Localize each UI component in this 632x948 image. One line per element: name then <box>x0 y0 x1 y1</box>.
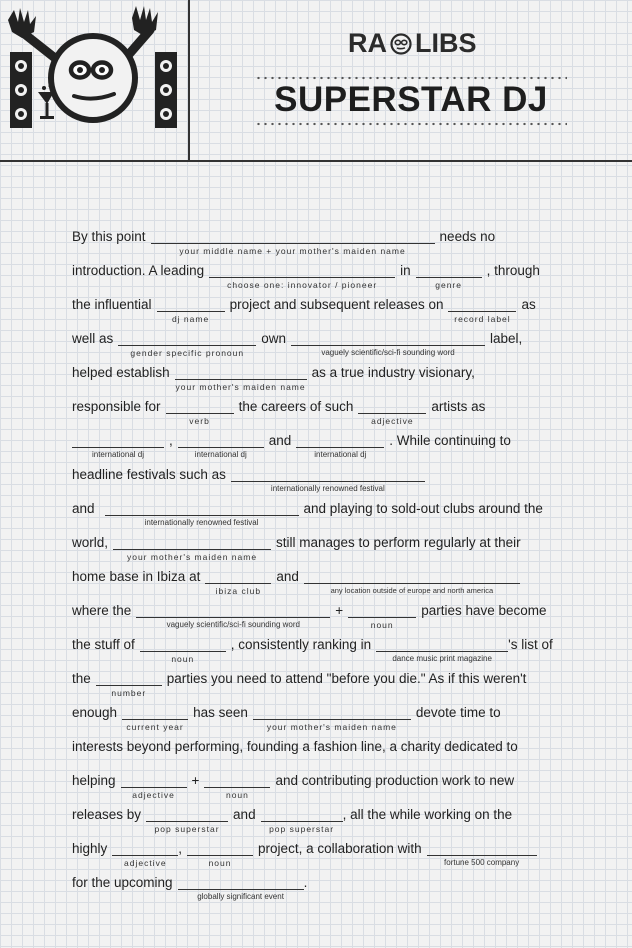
blank-hint: international dj <box>314 450 367 459</box>
story-text: as <box>521 297 536 312</box>
blank-hint: noun <box>171 654 195 664</box>
blank-hint: current year <box>126 722 184 732</box>
brand-left-text: RA <box>348 28 387 58</box>
story-line-18 <box>72 806 512 840</box>
blank-hint: genre <box>435 280 462 290</box>
blank-hint: your mother's maiden name <box>175 382 306 392</box>
story-line-8 <box>72 466 430 500</box>
story-text: home base in Ibiza at <box>72 569 201 584</box>
story-text: helping <box>72 773 116 788</box>
story-line-7 <box>72 432 511 466</box>
fill-in-blank[interactable] <box>121 772 187 800</box>
blank-hint: fortune 500 company <box>444 858 520 867</box>
story-text: + <box>191 773 200 788</box>
blank-hint: international dj <box>91 450 145 459</box>
fill-in-blank[interactable] <box>146 806 228 834</box>
story-text: highly <box>72 841 108 856</box>
story-text: project and subsequent releases on <box>229 297 444 312</box>
story-text: project, a collaboration with <box>258 841 422 856</box>
story-line-15 <box>72 704 501 738</box>
story-line-20 <box>72 874 307 908</box>
story-text: By this point <box>72 229 146 244</box>
logo-panel <box>0 0 190 160</box>
blank-hint: vaguely scientific/sci-fi sounding word <box>166 620 300 629</box>
fill-in-blank[interactable] <box>205 568 271 596</box>
story-text: parties you need to attend "before you die." As if this weren't <box>166 671 527 686</box>
fill-in-blank[interactable] <box>448 296 516 324</box>
ra-face-icon <box>390 33 412 55</box>
story-line-5 <box>72 364 475 398</box>
dj-mascot-icon <box>0 0 188 160</box>
story-text: and <box>276 569 299 584</box>
fill-in-blank[interactable] <box>166 398 234 426</box>
story-text: , consistently ranking in <box>230 637 372 652</box>
blank-hint: dance music print magazine <box>392 654 492 663</box>
story-line-19 <box>72 840 542 874</box>
blank-hint: your middle name + your mother's maiden name <box>179 246 406 256</box>
story-text: world, <box>72 535 109 550</box>
story-text: 's list of <box>508 637 553 652</box>
story-text: . While continuing to <box>389 433 511 448</box>
blank-hint: globally significant event <box>197 892 284 901</box>
blank-hint: adjective <box>132 790 175 800</box>
story-text: own <box>261 331 287 346</box>
story-text: and contributing production work to new <box>275 773 515 788</box>
story-text: the stuff of <box>72 637 135 652</box>
fill-in-blank[interactable] <box>291 330 485 358</box>
blank-hint: pop superstar <box>154 824 220 834</box>
story-text: artists as <box>431 399 486 414</box>
blank-hint: dj name <box>171 314 210 324</box>
story-line-1 <box>72 228 495 262</box>
fill-in-blank[interactable] <box>113 534 271 562</box>
story-text: , through <box>486 263 540 278</box>
story-text: interests beyond performing, founding a fashion line, a charity dedicated to <box>72 739 518 754</box>
blank-hint: vaguely scientific/sci-fi sounding word <box>321 348 455 357</box>
fill-in-blank[interactable] <box>151 228 435 256</box>
fill-in-blank[interactable] <box>136 602 330 630</box>
blank-hint: adjective <box>124 858 167 868</box>
fill-in-blank[interactable] <box>209 262 395 290</box>
fill-in-blank[interactable] <box>204 772 270 800</box>
blank-hint: record label <box>454 314 511 324</box>
fill-in-blank[interactable] <box>122 704 188 732</box>
blank-hint: ibiza club <box>215 586 262 596</box>
fill-in-blank[interactable] <box>72 432 164 460</box>
blank-hint: internationally renowned festival <box>270 484 385 493</box>
fill-in-blank[interactable] <box>304 568 520 596</box>
story-text: , <box>178 841 183 856</box>
fill-in-blank[interactable] <box>296 432 384 460</box>
blank-hint: noun <box>208 858 232 868</box>
story-line-9 <box>72 500 543 534</box>
blank-hint: international dj <box>194 450 247 459</box>
fill-in-blank[interactable] <box>178 874 304 902</box>
blank-hint: any location outside of europe and north america <box>330 586 494 595</box>
story-text: as a true industry visionary, <box>311 365 475 380</box>
blank-hint: adjective <box>371 416 414 426</box>
story-text: , <box>169 433 173 448</box>
story-text: devote time to <box>415 705 501 720</box>
story-text: . <box>303 875 308 890</box>
blank-hint: gender specific pronoun <box>130 348 245 358</box>
story-line-3 <box>72 296 536 330</box>
header <box>0 0 632 162</box>
story-text: for the upcoming <box>72 875 173 890</box>
blank-hint: choose one: innovator / pioneer <box>227 280 378 290</box>
story-text: label, <box>490 331 523 346</box>
blank-hint: pop superstar <box>269 824 335 834</box>
fill-in-blank[interactable] <box>105 500 299 528</box>
story-text: and <box>72 501 95 516</box>
story-text: responsible for <box>72 399 161 414</box>
fill-in-blank[interactable] <box>96 670 162 698</box>
blank-hint: verb <box>189 416 210 426</box>
story-text: the careers of such <box>238 399 354 414</box>
story-text: in <box>400 263 411 278</box>
fill-in-blank[interactable] <box>358 398 426 426</box>
story-text: and playing to sold-out clubs around the <box>303 501 543 516</box>
blank-hint: noun <box>370 620 394 630</box>
story-text: , all the while working on the <box>342 807 513 822</box>
story-line-10 <box>72 534 521 568</box>
fill-in-blank[interactable] <box>140 636 226 664</box>
story-text: + <box>335 603 344 618</box>
story-text: introduction. A leading <box>72 263 205 278</box>
fill-in-blank[interactable] <box>261 806 343 834</box>
fill-in-blank[interactable] <box>112 840 178 868</box>
story-text: releases by <box>72 807 142 822</box>
story-line-11 <box>72 568 525 602</box>
story-line-2 <box>72 262 540 296</box>
story-line-16 <box>72 738 518 772</box>
story-line-4 <box>72 330 522 364</box>
blank-hint: your mother's maiden name <box>266 722 397 732</box>
blank-hint: number <box>111 688 147 698</box>
blank-hint: internationally renowned festival <box>144 518 259 527</box>
fill-in-blank[interactable] <box>231 466 425 494</box>
fill-in-blank[interactable] <box>376 636 508 664</box>
story-text: still manages to perform regularly at their <box>276 535 521 550</box>
fill-in-blank[interactable] <box>416 262 482 290</box>
fill-in-blank[interactable] <box>348 602 416 630</box>
story-text: the <box>72 671 91 686</box>
story-text: and <box>233 807 256 822</box>
fill-in-blank[interactable] <box>253 704 411 732</box>
blank-hint: your mother's maiden name <box>126 552 258 562</box>
story-text: helped establish <box>72 365 170 380</box>
brand-logo <box>348 28 477 59</box>
story-line-12 <box>72 602 547 636</box>
story-line-17 <box>72 772 514 806</box>
fill-in-blank[interactable] <box>157 296 225 324</box>
fill-in-blank[interactable] <box>427 840 537 868</box>
story-text: needs no <box>439 229 496 244</box>
fill-in-blank[interactable] <box>187 840 253 868</box>
story-text: has seen <box>193 705 248 720</box>
story-text: enough <box>72 705 118 720</box>
page-title: SUPERSTAR DJ <box>274 80 548 119</box>
story-text: headline festivals such as <box>72 467 226 482</box>
fill-in-blank[interactable] <box>118 330 256 358</box>
fill-in-blank[interactable] <box>175 364 307 392</box>
story-line-6 <box>72 398 485 432</box>
story-text: where the <box>72 603 132 618</box>
story-line-14 <box>72 670 526 704</box>
story-text: the influential <box>72 297 152 312</box>
story-text: parties have become <box>421 603 547 618</box>
blank-hint: noun <box>225 790 249 800</box>
fill-in-blank[interactable] <box>178 432 264 460</box>
story-text: and <box>268 433 292 448</box>
story-line-13 <box>72 636 553 670</box>
brand-right-text: LIBS <box>415 28 477 58</box>
dotted-rule-bottom <box>255 122 567 126</box>
story-text: well as <box>72 331 114 346</box>
